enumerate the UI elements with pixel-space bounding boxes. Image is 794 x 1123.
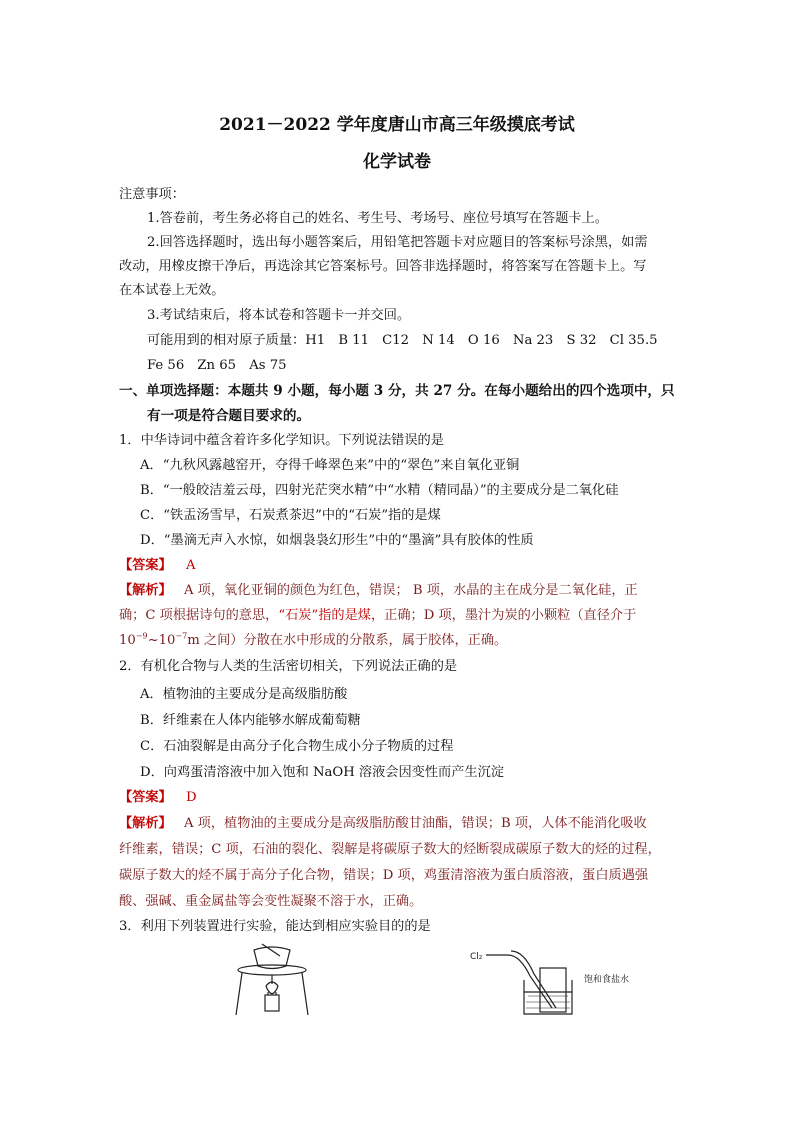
notice-item-2-line-2: 改动，用橡皮擦干净后，再选涂其它答案标号。回答非选择题时，将答案写在答题卡上。写 bbox=[119, 259, 647, 274]
q1-option-b: B．“一般皎洁羞云母，四射光茫突水精”中“水精（精同晶）”的主要成分是二氧化硅 bbox=[140, 483, 619, 498]
q1-analysis-text-3c: ~10 bbox=[147, 633, 176, 648]
q1-analysis-exp-2: −7 bbox=[175, 631, 188, 641]
q1-answer-value: A bbox=[185, 558, 196, 573]
notice-item-2-line-1: 2.回答选择题时，选出每小题答案后，用铅笔把答题卡对应题目的答案标号涂黑，如需 bbox=[147, 235, 648, 250]
exam-subtitle: 化学试卷 bbox=[363, 152, 431, 172]
q1-analysis-line-3 bbox=[119, 632, 679, 650]
q2-answer-tag: 【答案】 bbox=[119, 790, 172, 805]
q1-answer-tag: 【答案】 bbox=[119, 558, 172, 573]
q1-analysis-exp-1: −9 bbox=[135, 631, 148, 641]
q2-option-d: D．向鸡蛋清溶液中加入饱和 NaOH 溶液会因变性而产生沉淀 bbox=[140, 765, 504, 780]
q1-analysis-line-1 bbox=[119, 582, 679, 600]
q1-analysis-tag: 【解析】 bbox=[119, 583, 172, 598]
q2-analysis-line-1 bbox=[119, 815, 679, 833]
q2-stem: 2．有机化合物与人类的生活密切相关，下列说法正确的是 bbox=[119, 659, 458, 674]
q1-option-c: C．“铁盂汤雪早，石炭煮茶迟”中的“石炭”指的是煤 bbox=[140, 508, 441, 523]
q2-analysis-line-2: 纤维素，错误；C 项，石油的裂化、裂解是将碳原子数大的烃断裂成碳原子数大的烃的过程， bbox=[119, 842, 661, 857]
q1-answer bbox=[119, 557, 679, 575]
q2-analysis-text-1: A 项，植物油的主要成分是高级脂肪酸甘油酯，错误；B 项，人体不能消化吸收 bbox=[183, 816, 647, 831]
q1-analysis-text-2a: 确；C 项根据诗句的意思， bbox=[119, 608, 279, 623]
atomic-mass-line-1: 可能用到的相对原子质量：H1 B 11 C12 N 14 O 16 Na 23 S 32 Cl 35.5 bbox=[147, 333, 658, 348]
q1-analysis-text-2b: “石炭”指的是煤， bbox=[278, 608, 385, 623]
q2-option-c: C．石油裂解是由高分子化合物生成小分子物质的过程 bbox=[140, 739, 454, 754]
atomic-mass-line-2: Fe 56 Zn 65 As 75 bbox=[147, 358, 287, 373]
notice-heading: 注意事项： bbox=[119, 187, 185, 202]
q2-answer bbox=[119, 789, 679, 807]
q2-analysis-line-3: 碳原子数大的烃不属于高分子化合物，错误；D 项，鸡蛋清溶液为蛋白质溶液，蛋白质遇强 bbox=[119, 868, 649, 883]
q1-option-a: A．“九秋风露越窑开，夺得千峰翠色来”中的“翠色”来自氧化亚铜 bbox=[140, 458, 520, 473]
q1-analysis-text-1: A 项，氧化亚铜的颜色为红色，错误； B 项，水晶的主在成分是二氧化硅，正 bbox=[183, 583, 638, 598]
q1-stem: 1．中华诗词中蕴含着许多化学知识。下列说法错误的是 bbox=[119, 433, 444, 448]
notice-item-2-line-3: 在本试卷上无效。 bbox=[119, 283, 225, 298]
chlorine-collection-figure bbox=[468, 946, 658, 1018]
evaporation-apparatus-figure bbox=[232, 940, 312, 1018]
q1-option-d: D．“墨滴无声入水惊，如烟袅袅幻形生”中的“墨滴”具有胶体的性质 bbox=[140, 533, 534, 548]
fig-gas-label: Cl₂ bbox=[470, 952, 483, 962]
q3-stem: 3．利用下列装置进行实验，能达到相应实验目的的是 bbox=[119, 919, 431, 934]
q2-analysis-tag: 【解析】 bbox=[119, 816, 172, 831]
q1-analysis-text-3e: m 之间）分散在水中形成的分散系，属于胶体，正确。 bbox=[187, 633, 508, 648]
q2-answer-value: D bbox=[185, 790, 197, 805]
q1-analysis-line-2 bbox=[119, 607, 679, 625]
q2-analysis-line-4: 酸、强碱、重金属盐等会变性凝聚不溶于水，正确。 bbox=[119, 894, 423, 909]
section-heading-line-2: 有一项是符合题目要求的。 bbox=[147, 408, 311, 424]
fig-solution-label: 饱和食盐水 bbox=[584, 975, 630, 985]
exam-title: 2021－2022 学年度唐山市高三年级摸底考试 bbox=[219, 115, 575, 135]
q1-analysis-text-2c: 正确；D 项，墨汁为炭的小颗粒（直径介于 bbox=[384, 608, 637, 623]
q1-analysis-text-3a: 10 bbox=[119, 633, 136, 648]
q2-option-a: A．植物油的主要成分是高级脂肪酸 bbox=[140, 687, 348, 702]
notice-item-1: 1.答卷前，考生务必将自己的姓名、考生号、考场号、座位号填写在答题卡上。 bbox=[147, 211, 608, 226]
q2-option-b: B．纤维素在人体内能够水解成葡萄糖 bbox=[140, 713, 361, 728]
notice-item-3: 3.考试结束后，将本试卷和答题卡一并交回。 bbox=[147, 308, 411, 323]
section-heading-line-1: 一、单项选择题：本题共 9 小题，每小题 3 分，共 27 分。在每小题给出的四个选项中，只 bbox=[119, 383, 675, 399]
